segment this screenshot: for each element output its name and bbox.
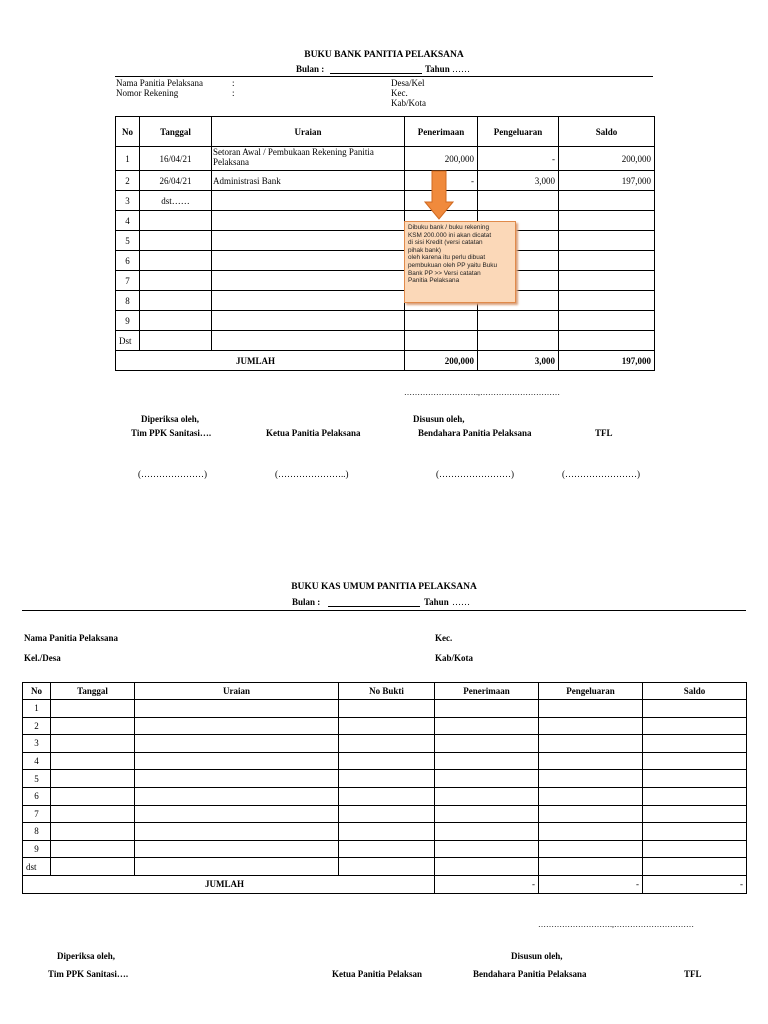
cell-penerimaan bbox=[435, 752, 539, 770]
bank-col-tanggal: Tanggal bbox=[140, 117, 212, 147]
cell-pengeluaran bbox=[478, 331, 559, 351]
kas-header-rule bbox=[22, 610, 746, 611]
cell-tanggal bbox=[51, 840, 135, 858]
cell-pengeluaran bbox=[539, 805, 643, 823]
cell-saldo: 200,000 bbox=[559, 147, 655, 171]
cell-penerimaan bbox=[435, 700, 539, 718]
cell-uraian bbox=[135, 805, 339, 823]
total-penerimaan: - bbox=[435, 875, 539, 893]
kas-col-penerimaan: Penerimaan bbox=[435, 683, 539, 700]
cell-no: 4 bbox=[23, 752, 51, 770]
bank-sig-role-ppk: Tim PPK Sanitasi…. bbox=[131, 428, 212, 438]
table-row bbox=[23, 787, 747, 805]
kas-meta-kec: Kec. bbox=[435, 633, 453, 643]
table-row bbox=[116, 331, 655, 351]
cell-saldo bbox=[559, 231, 655, 251]
table-row bbox=[23, 752, 747, 770]
bank-sig-role-ketua: Ketua Panitia Pelaksana bbox=[266, 428, 361, 438]
cell-uraian bbox=[212, 211, 405, 231]
cell-tanggal bbox=[51, 770, 135, 788]
cell-no: 7 bbox=[116, 271, 140, 291]
kas-sig-role-bendahara: Bendahara Panitia Pelaksana bbox=[473, 969, 587, 979]
cell-uraian bbox=[212, 231, 405, 251]
cell-no: 2 bbox=[23, 717, 51, 735]
cell-saldo bbox=[643, 858, 747, 876]
cell-uraian: Administrasi Bank bbox=[212, 171, 405, 191]
table-row bbox=[116, 271, 655, 291]
cell-no: Dst bbox=[116, 331, 140, 351]
cell-tanggal bbox=[140, 231, 212, 251]
cell-nobukti bbox=[339, 858, 435, 876]
cell-tanggal bbox=[51, 700, 135, 718]
bank-col-pengeluaran: Pengeluaran bbox=[478, 117, 559, 147]
cell-tanggal bbox=[51, 858, 135, 876]
cell-no: 6 bbox=[116, 251, 140, 271]
cell-nobukti bbox=[339, 787, 435, 805]
table-row bbox=[23, 805, 747, 823]
cell-pengeluaran bbox=[539, 735, 643, 753]
cell-pengeluaran bbox=[539, 770, 643, 788]
cell-no: 5 bbox=[116, 231, 140, 251]
cell-no: 9 bbox=[116, 311, 140, 331]
table-row bbox=[116, 171, 655, 191]
bank-meta-desa: Desa/Kel bbox=[391, 78, 425, 88]
kas-sig-disusun: Disusun oleh, bbox=[511, 951, 563, 961]
table-row bbox=[116, 291, 655, 311]
bank-col-penerimaan: Penerimaan bbox=[405, 117, 478, 147]
cell-saldo bbox=[643, 805, 747, 823]
table-row bbox=[23, 858, 747, 876]
cell-uraian bbox=[212, 191, 405, 211]
callout-note: Dibuku bank / buku rekening KSM 200.000 ini akan dicatat di sisi Kredit (versi catatan pihak bank) oleh karena itu perlu dibuat pembukuan oleh PP yaitu Buku Bank PP >> Versi catatan Panitia Pelaksana bbox=[404, 221, 516, 303]
cell-uraian bbox=[135, 717, 339, 735]
cell-tanggal bbox=[51, 735, 135, 753]
table-row bbox=[23, 700, 747, 718]
cell-saldo bbox=[559, 331, 655, 351]
cell-nobukti bbox=[339, 752, 435, 770]
kas-bulan-label: Bulan : bbox=[292, 597, 321, 607]
cell-no: 6 bbox=[23, 787, 51, 805]
cell-uraian bbox=[135, 700, 339, 718]
cell-no: 8 bbox=[116, 291, 140, 311]
cell-penerimaan bbox=[405, 331, 478, 351]
cell-pengeluaran bbox=[539, 840, 643, 858]
cell-saldo bbox=[559, 251, 655, 271]
cell-uraian bbox=[135, 752, 339, 770]
cell-pengeluaran bbox=[539, 858, 643, 876]
table-row bbox=[116, 147, 655, 171]
kas-title: BUKU KAS UMUM PANITIA PELAKSANA bbox=[291, 582, 477, 592]
table-row bbox=[116, 251, 655, 271]
total-label: JUMLAH bbox=[116, 351, 405, 371]
cell-tanggal bbox=[140, 211, 212, 231]
total-pengeluaran: 3,000 bbox=[478, 351, 559, 371]
cell-tanggal bbox=[51, 787, 135, 805]
cell-uraian bbox=[212, 271, 405, 291]
table-row bbox=[116, 311, 655, 331]
cell-nobukti bbox=[339, 770, 435, 788]
kas-table-header bbox=[23, 683, 747, 700]
cell-uraian bbox=[212, 311, 405, 331]
kas-meta-kab: Kab/Kota bbox=[435, 653, 474, 663]
cell-nobukti bbox=[339, 823, 435, 841]
cell-tanggal: 26/04/21 bbox=[140, 171, 212, 191]
cell-penerimaan: 200,000 bbox=[405, 147, 478, 171]
bank-meta-rekening-sep: : bbox=[232, 88, 235, 98]
cell-penerimaan bbox=[435, 735, 539, 753]
cell-uraian bbox=[135, 823, 339, 841]
cell-penerimaan bbox=[435, 858, 539, 876]
cell-uraian: Setoran Awal / Pembukaan Rekening Panitia Pelaksana bbox=[212, 147, 405, 171]
cell-uraian bbox=[212, 291, 405, 311]
cell-no: 5 bbox=[23, 770, 51, 788]
kas-tahun-label: Tahun bbox=[424, 597, 449, 607]
table-row bbox=[23, 770, 747, 788]
cell-no: 8 bbox=[23, 823, 51, 841]
kas-col-uraian: Uraian bbox=[135, 683, 339, 700]
bank-header-rule bbox=[115, 76, 653, 77]
cell-penerimaan bbox=[435, 717, 539, 735]
cell-pengeluaran bbox=[478, 311, 559, 331]
cell-no: dst bbox=[23, 858, 51, 876]
total-pengeluaran: - bbox=[539, 875, 643, 893]
kas-table bbox=[22, 682, 747, 894]
kas-total-row bbox=[23, 875, 747, 893]
bank-title: BUKU BANK PANITIA PELAKSANA bbox=[304, 50, 464, 60]
kas-sig-diperiksa: Diperiksa oleh, bbox=[57, 951, 116, 961]
cell-tanggal bbox=[140, 311, 212, 331]
bank-meta-rekening-label: Nomor Rekening bbox=[116, 88, 179, 98]
cell-tanggal bbox=[51, 717, 135, 735]
cell-pengeluaran bbox=[539, 700, 643, 718]
table-row bbox=[23, 823, 747, 841]
cell-tanggal: dst…… bbox=[140, 191, 212, 211]
bank-sig-blank-4: (……………………) bbox=[562, 469, 640, 479]
cell-tanggal bbox=[51, 805, 135, 823]
cell-saldo bbox=[643, 752, 747, 770]
cell-penerimaan bbox=[405, 311, 478, 331]
bank-table bbox=[115, 116, 655, 371]
bank-sig-role-tfl: TFL bbox=[595, 428, 613, 438]
kas-sig-role-ppk: Tim PPK Sanitasi…. bbox=[48, 969, 129, 979]
cell-nobukti bbox=[339, 805, 435, 823]
cell-penerimaan bbox=[435, 823, 539, 841]
kas-sig-role-tfl: TFL bbox=[684, 969, 702, 979]
table-row bbox=[116, 231, 655, 251]
cell-tanggal bbox=[140, 291, 212, 311]
cell-saldo bbox=[559, 291, 655, 311]
cell-penerimaan bbox=[435, 805, 539, 823]
bank-tahun-label: Tahun bbox=[425, 64, 450, 74]
total-saldo: 197,000 bbox=[559, 351, 655, 371]
cell-pengeluaran: 3,000 bbox=[478, 171, 559, 191]
kas-meta-desa: Kel./Desa bbox=[24, 653, 61, 663]
bank-sig-blank-1: (…………………) bbox=[138, 469, 207, 479]
total-saldo: - bbox=[643, 875, 747, 893]
cell-pengeluaran bbox=[539, 752, 643, 770]
cell-uraian bbox=[212, 251, 405, 271]
kas-col-pengeluaran: Pengeluaran bbox=[539, 683, 643, 700]
cell-pengeluaran bbox=[539, 823, 643, 841]
cell-saldo: 197,000 bbox=[559, 171, 655, 191]
cell-uraian bbox=[135, 840, 339, 858]
cell-saldo bbox=[643, 840, 747, 858]
cell-penerimaan bbox=[435, 840, 539, 858]
bank-sig-blank-3: (……………………) bbox=[436, 469, 514, 479]
cell-penerimaan: - bbox=[405, 171, 478, 191]
bank-sig-diperiksa: Diperiksa oleh, bbox=[141, 414, 200, 424]
cell-saldo bbox=[559, 191, 655, 211]
kas-sig-role-ketua: Ketua Panitia Pelaksan bbox=[332, 969, 423, 979]
cell-no: 1 bbox=[116, 147, 140, 171]
kas-col-nobukti: No Bukti bbox=[339, 683, 435, 700]
bank-bulan-label: Bulan : bbox=[296, 64, 325, 74]
bank-sig-blank-2: (…………………..) bbox=[275, 469, 349, 479]
bank-meta-kec: Kec. bbox=[391, 88, 408, 98]
kas-col-saldo: Saldo bbox=[643, 683, 747, 700]
cell-pengeluaran bbox=[478, 191, 559, 211]
cell-no: 3 bbox=[116, 191, 140, 211]
bank-sig-role-bendahara: Bendahara Panitia Pelaksana bbox=[418, 428, 532, 438]
cell-tanggal bbox=[140, 331, 212, 351]
bank-date-line: ……………………….,………………………… bbox=[404, 388, 560, 397]
orange-down-arrow-icon bbox=[424, 170, 454, 220]
bank-bulan-blank bbox=[330, 73, 422, 74]
cell-tanggal bbox=[140, 271, 212, 291]
cell-nobukti bbox=[339, 717, 435, 735]
bank-tahun-dots: …… bbox=[452, 64, 470, 74]
cell-penerimaan bbox=[435, 787, 539, 805]
table-row bbox=[23, 735, 747, 753]
cell-no: 7 bbox=[23, 805, 51, 823]
cell-saldo bbox=[559, 271, 655, 291]
bank-col-no: No bbox=[116, 117, 140, 147]
bank-sig-disusun: Disusun oleh, bbox=[413, 414, 465, 424]
table-row bbox=[116, 211, 655, 231]
cell-tanggal bbox=[140, 251, 212, 271]
bank-col-saldo: Saldo bbox=[559, 117, 655, 147]
cell-nobukti bbox=[339, 735, 435, 753]
table-row bbox=[23, 717, 747, 735]
cell-saldo bbox=[559, 211, 655, 231]
kas-tahun-dots: …… bbox=[452, 597, 470, 607]
cell-saldo bbox=[643, 700, 747, 718]
cell-pengeluaran bbox=[539, 787, 643, 805]
cell-uraian bbox=[135, 735, 339, 753]
cell-no: 1 bbox=[23, 700, 51, 718]
cell-nobukti bbox=[339, 840, 435, 858]
kas-date-line: ……………………….,………………………… bbox=[538, 920, 694, 929]
bank-meta-nama-label: Nama Panitia Pelaksana bbox=[116, 78, 203, 88]
kas-bulan-blank bbox=[328, 606, 420, 607]
cell-saldo bbox=[643, 787, 747, 805]
cell-uraian bbox=[135, 787, 339, 805]
cell-nobukti bbox=[339, 700, 435, 718]
kas-meta-nama: Nama Panitia Pelaksana bbox=[24, 633, 119, 643]
bank-meta-kab: Kab/Kota bbox=[391, 98, 426, 108]
kas-col-no: No bbox=[23, 683, 51, 700]
total-label: JUMLAH bbox=[23, 875, 435, 893]
cell-tanggal: 16/04/21 bbox=[140, 147, 212, 171]
cell-saldo bbox=[643, 717, 747, 735]
bank-meta-nama-sep: : bbox=[232, 78, 235, 88]
kas-col-tanggal: Tanggal bbox=[51, 683, 135, 700]
total-penerimaan: 200,000 bbox=[405, 351, 478, 371]
cell-no: 3 bbox=[23, 735, 51, 753]
cell-uraian bbox=[135, 858, 339, 876]
bank-col-uraian: Uraian bbox=[212, 117, 405, 147]
bank-total-row bbox=[116, 351, 655, 371]
cell-uraian bbox=[212, 331, 405, 351]
cell-no: 9 bbox=[23, 840, 51, 858]
cell-saldo bbox=[643, 770, 747, 788]
cell-tanggal bbox=[51, 752, 135, 770]
cell-no: 2 bbox=[116, 171, 140, 191]
cell-saldo bbox=[643, 735, 747, 753]
cell-penerimaan bbox=[435, 770, 539, 788]
table-row bbox=[23, 840, 747, 858]
cell-pengeluaran bbox=[539, 717, 643, 735]
cell-uraian bbox=[135, 770, 339, 788]
table-row bbox=[116, 191, 655, 211]
cell-pengeluaran: - bbox=[478, 147, 559, 171]
cell-saldo bbox=[559, 311, 655, 331]
cell-no: 4 bbox=[116, 211, 140, 231]
bank-table-header bbox=[116, 117, 655, 147]
cell-tanggal bbox=[51, 823, 135, 841]
cell-saldo bbox=[643, 823, 747, 841]
